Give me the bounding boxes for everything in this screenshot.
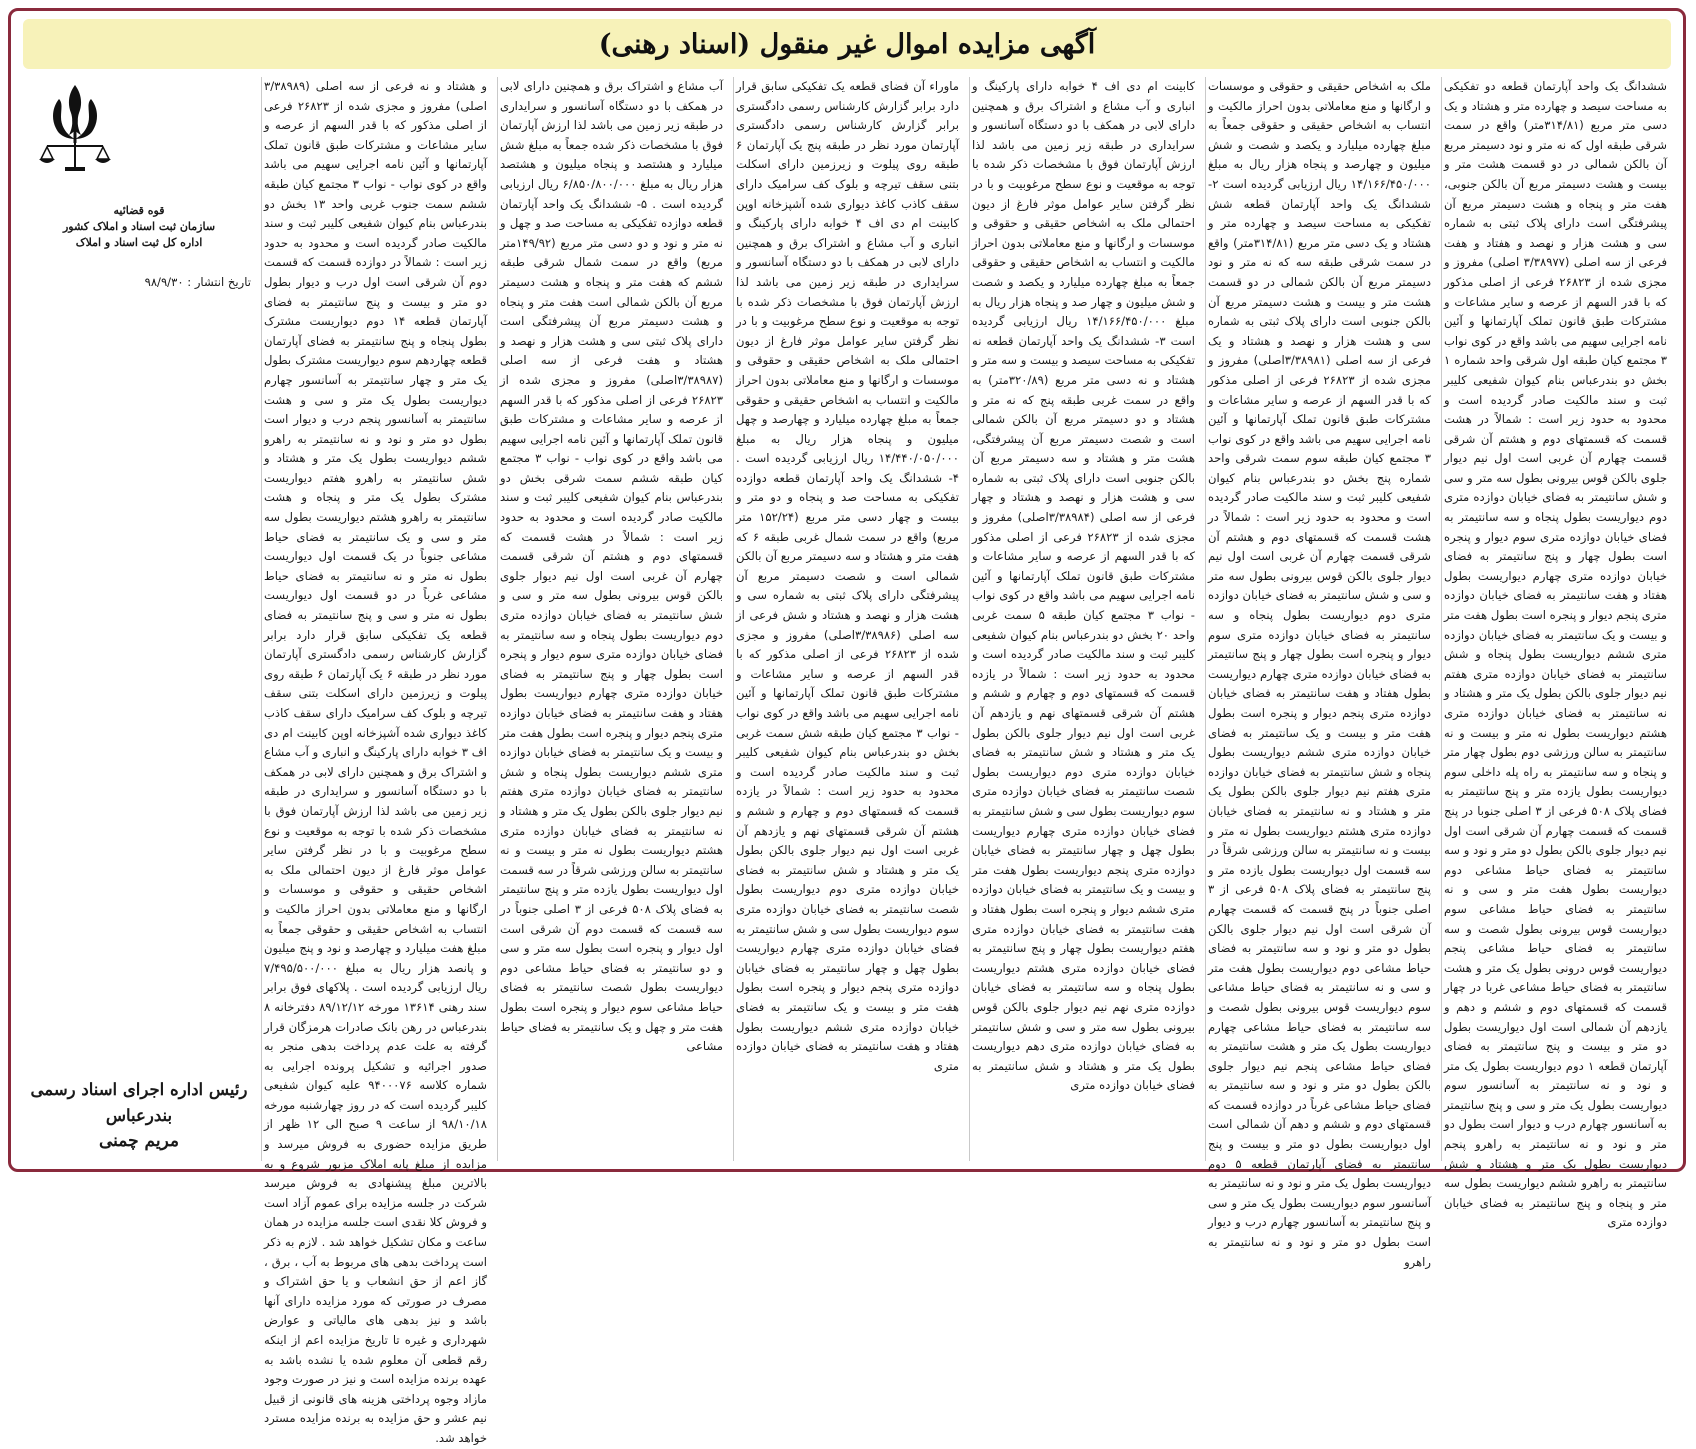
org-line-judiciary: قوه قضائیه	[113, 204, 165, 217]
column-4	[733, 77, 961, 1161]
column-text-closing: تاریخ انتشار : ۹۸/۹/۳۰	[144, 275, 251, 289]
column-text: و هشتاد و نه فرعی از سه اصلی (۳/۳۸۹۸۹ اصلی) مفروز و مجزی شده از ۲۶۸۲۳ فرعی از اصلی مذکور که با قدر السهم از عرصه و سایر مشاعات و مشترکات طبق قانون تملک آپارتمانها و آئین نامه اجرایی سهیم می باشد واقع در کوی نواب - نواب ۳ مجتمع کیان طبقه ششم سمت جنوب غربی واحد ۱۳ بخش دو بندرعباس بنام کیوان شفیعی کلیبر ثبت و سند مالکیت صادر گردیده است و محدود به حدود زیر است : شمالاً در دوازده قسمت که قسمت دوم آن شرقی است اول درب و دیوار بطول دو متر و بیست و پنج سانتیمتر به فضای آپارتمان قطعه ۱۴ دوم دیواریست مشترک بطول پنجاه و پنج سانتیمتر به فضای آپارتمان قطعه چهاردهم سوم دیواریست مشترک بطول یک متر و چهار سانتیمتر به آسانسور چهارم دیواریست بطول یک متر و سی و هشت سانتیمتر به آسانسور پنجم درب و دیوار است بطول دو متر و نود و نه سانتیمتر به راهرو ششم دیواریست بطول یک متر و هشتاد و شش سانتیمتر به راهرو هفتم دیواریست مشترک بطول یک متر و پنجاه و هشت سانتیمتر به راهرو هشتم دیواریست بطول سه متر و سی و یک سانتیمتر به فضای حیاط مشاعی جنوباً در یک قسمت اول دیواریست بطول نه متر و نه سانتیمتر به فضای حیاط مشاعی غرباً در دو قسمت اول دیواریست بطول نه متر و سی و پنج سانتیمتر به فضای قطعه یک تفکیکی سابق قرار دارد برابر گزارش کارشناس رسمی دادگستری آپارتمان مورد نظر در طبقه ۶ یک آپارتمان ۶ طبقه روی پیلوت و زیرزمین دارای اسکلت بتنی سقف تیرچه و بلوک کف سرامیک دارای سقف کاذب کاغذ دیواری شده آشپزخانه اوپن کابینت ام دی اف ۳ خوابه دارای پارکینگ و انباری و آب مشاع و اشتراک برق و همچنین دارای لابی در همکف با دو دستگاه آسانسور و سرایداری در طبقه زیر زمین می باشد لذا ارزش آپارتمان فوق با مشخصات ذکر شده با توجه به موقعیت و نوع سطح مرغوبیت و با در نظر گرفتن سایر عوامل موثر فارغ از دیون احتمالی ملک به اشخاص حقیقی و حقوقی و موسسات و ارگانها و منع معاملاتی بدون احراز مالکیت و انتساب به اشخاص حقیقی و حقوقی جمعاً به مبلغ هفت میلیارد و چهارصد و نود و پنج میلیون و پانصد هزار ریال به مبلغ ۷/۴۹۵/۵۰۰/۰۰۰ ریال ارزیابی گردیده است . پلاکهای فوق برابر سند رهنی ۱۳۶۱۴ مورخه ۸۹/۱۲/۱۲ دفترخانه ۸ بندرعباس در رهن بانک صادرات هرمزگان قرار گرفته به علت عدم پرداخت بدهی منجر به صدور اجرائیه و تشکیل پرونده اجرایی به شماره کلاسه ۹۴۰۰۰۷۶ علیه کیوان شفیعی کلیبر گردیده است که در روز چهارشنبه مورخه ۹۸/۱۰/۱۸ از ساعت ۹ صبح الی ۱۲ ظهر از طریق مزایده حضوری به فروش میرسد و مزایده از مبلغ پایه املاک مزبور شروع و به بالاترین مبلغ پیشنهادی به فروش میرسد شرکت در جلسه مزایده برای عموم آزاد است و فروش کلا نقدی است جلسه مزایده در همان ساعت و مکان تشکیل خواهد شد . لازم به ذکر است پرداخت بدهی های مربوط به آب ، برق ، گاز اعم از حق انشعاب و یا حق اشتراک و مصرف در صورتی که مورد مزایده دارای آنها باشد و نیز بدهی های مالیاتی و عوارض شهرداری و غیره تا تاریخ مزایده اعم از اینکه رقم قطعی آن معلوم شده یا نشده باشد به عهده برنده مزایده است و نیز در صورت وجود مازاد وجوه پرداختی هزینه های قانونی از قبیل نیم عشر و حق مزایده به برنده مزایده مسترد خواهد شد.	[264, 79, 488, 1445]
column-7-text-wrap	[27, 273, 251, 1091]
column-2	[1205, 77, 1433, 1269]
column-text: ماوراء آن فضای قطعه یک تفکیکی سابق قرار دارد برابر گزارش کارشناس رسمی دادگستری برابر گزارش کارشناس رسمی دادگستری آپارتمان مورد نظر در طبقه پنج یک آپارتمان ۶ طبقه روی پیلوت و زیرزمین دارای اسکلت بتنی سقف تیرچه و بلوک کف سرامیک دارای سقف کاذب کاغذ دیواری شده آشپزخانه اوپن کابینت ام دی اف ۴ خوابه دارای پارکینگ و انباری و آب مشاع و اشتراک برق و همچنین دارای لابی در همکف با دو دستگاه آسانسور و سرایداری در طبقه زیر زمین می باشد لذا ارزش آپارتمان فوق با مشخصات ذکر شده با توجه به موقعیت و نوع سطح مرغوبیت و با در نظر گرفتن سایر عوامل موثر فارغ از دیون احتمالی ملک به اشخاص حقیقی و حقوقی و موسسات و ارگانها و منع معاملاتی بدون احراز مالکیت و انتساب به اشخاص حقیقی و حقوقی جمعاً به مبلغ چهارده میلیارد و چهارصد و چهل میلیون و پنجاه هزار ریال به مبلغ ۱۴/۴۴۰/۰۵۰/۰۰۰ ریال ارزیابی گردیده است . ۴- ششدانگ یک واحد آپارتمان قطعه دوازده تفکیکی به مساحت صد و پنجاه و دو متر و بیست و چهار دسی متر مربع (۱۵۲/۲۴ متر مربع) واقع در سمت شمال غربی طبقه ۶ که هفت متر و هشتاد و سه دسیمتر مربع آن بالکن شمالی است و شصت دسیمتر مربع آن پیشرفتگی دارای پلاک ثبتی به شماره سی و هشت هزار و نهصد و هشتاد و شش فرعی از سه اصلی (۳/۳۸۹۸۶اصلی) مفروز و مجزی شده از ۲۶۸۲۳ فرعی از اصلی مذکور که با قدر السهم از عرصه و سایر مشاعات و مشترکات طبق قانون تملک آپارتمانها و آئین نامه اجرایی سهیم می باشد واقع در کوی نواب - نواب ۳ مجتمع کیان طبقه شش سمت غربی بخش دو بندرعباس بنام کیوان شفیعی کلیبر ثبت و سند مالکیت صادر گردیده است و محدود به حدود زیر است : شمالاً در یازده قسمت که قسمتهای دوم و چهارم و ششم و هشتم آن شرقی قسمتهای نهم و یازدهم آن غربی است اول نیم دیوار جلوی بالکن بطول یک متر و هشتاد و شش سانتیمتر به فضای خیابان دوازده متری دوم دیواریست بطول شصت سانتیمتر به فضای خیابان دوازده متری سوم دیواریست بطول سی و شش سانتیمتر به فضای خیابان دوازده متری چهارم دیواریست بطول چهل و چهار سانتیمتر به فضای خیابان دوازده متری پنجم دیوار و پنجره است بطول هفت متر و بیست و یک سانتیمتر به فضای خیابان دوازده متری ششم دیواریست بطول هفتاد و هفت سانتیمتر به فضای خیابان دوازده متری	[736, 79, 960, 1073]
column-5	[497, 77, 725, 1161]
signature-block	[25, 1077, 253, 1153]
column-1	[1441, 77, 1669, 1230]
column-6	[261, 77, 489, 1445]
organization-lines	[31, 203, 247, 251]
page-title: آگهی مزایده اموال غیر منقول (اسناد رهنی)	[598, 28, 1096, 60]
column-text: ششدانگ یک واحد آپارتمان قطعه دو تفکیکی به مساحت سیصد و چهارده متر و هشتاد و یک دسی متر مربع (۳۱۴/۸۱متر) واقع در سمت شرقی طبقه اول که نه متر و نود دسیمتر مربع آن بالکن شمالی در دو قسمت هشت متر و بیست و هشت دسیمتر مربع آن بالکن جنوبی، هفت متر و پنجاه و هشت دسیمتر مربع آن پیشرفتگی است دارای پلاک ثبتی به شماره سی و هشت هزار و نهصد و هفتاد و هفت فرعی از سه اصلی (۳/۳۸۹۷۷ اصلی) مفروز و مجزی شده از ۲۶۸۲۳ فرعی از اصلی مذکور که با قدر السهم از عرصه و سایر مشاعات و مشترکات طبق قانون تملک آپارتمانها و آئین نامه اجرایی سهیم می باشد واقع در کوی نواب ۳ مجتمع کیان طبقه اول شرقی واحد شماره ۱ بخش دو بندرعباس بنام کیوان شفیعی کلیبر ثبت و سند مالکیت صادر گردیده است و محدود به حدود زیر است : شمالاً در هشت قسمت که قسمتهای دوم و هشتم آن شرقی قسمت چهارم آن غربی است اول نیم دیوار جلوی بالکن قوس بیرونی بطول سه متر و سی و شش سانتیمتر به فضای خیابان دوازده متری دوم دیواریست بطول پنجاه و سه سانتیمتر به فضای خیابان دوازده متری سوم دیوار و پنجره است بطول چهار و پنج سانتیمتر به فضای خیابان دوازده متری چهارم دیواریست بطول هفتاد و هفت سانتیمتر به فضای خیابان دوازده متری پنجم دیوار و پنجره است بطول هفت متر و بیست و یک سانتیمتر به فضای خیابان دوازده متری ششم دیواریست بطول پنجاه و شش سانتیمتر به فضای خیابان دوازده متری هفتم نیم دیوار جلوی بالکن بطول یک متر و هشتاد و نه سانتیمتر به فضای خیابان دوازده متری هشتم دیواریست بطول نه متر و بیست و نه سانتیمتر به سالن ورزشی دوم بطول چهار متر و پنجاه و سه سانتیمتر به راه پله داخلی سوم دیواریست بطول یازده متر و پنج سانتیمتر به فضای پلاک ۵۰۸ فرعی از ۳ اصلی جنوبا در پنج قسمت که قسمت چهارم آن شرقی است اول نیم دیوار جلوی بالکن بطول دو متر و نود و سه سانتیمتر به فضای حیاط مشاعی دوم دیواریست بطول هفت متر و سی و نه سانتیمتر به فضای حیاط مشاعی سوم دیواریست قوس بیرونی بطول شصت و سه سانتیمتر به فضای حیاط مشاعی پنجم دیواریست قوس درونی بطول یک متر و هشت سانتیمتر به فضای حیاط مشاعی غربا در چهار قسمت که قسمتهای دوم و ششم و دهم و یازدهم آن شمالی است اول دیواریست بطول دو متر و بیست و پنج سانتیمتر به فضای آپارتمان قطعه ۱ دوم دیواریست بطول یک متر و نود و نه سانتیمتر به آسانسور سوم دیواریست بطول یک متر و سی و پنج سانتیمتر به آسانسور چهارم درب و دیوار است بطول دو متر و نود و نه سانتیمتر به راهرو پنجم دیواریست بطول یک متر و هشتاد و شش سانتیمتر به راهرو ششم دیواریست بطول سه متر و پنجاه و پنج سانتیمتر به فضای خیابان دوازده متری	[1443, 79, 1667, 1230]
title-banner	[23, 19, 1671, 69]
notice-page	[8, 8, 1686, 1445]
org-line-office: اداره کل ثبت اسناد و املاک	[75, 236, 203, 249]
column-7-emblem	[25, 77, 253, 1161]
signature-title: رئیس اداره اجرای اسناد رسمی بندرعباس	[30, 1080, 248, 1125]
emblem-block	[27, 77, 251, 273]
emblem-icon	[33, 79, 117, 175]
text-columns	[25, 77, 1669, 1445]
signature-name: مریم چمنی	[98, 1131, 180, 1151]
column-text: آب مشاع و اشتراک برق و همچنین دارای لابی در همکف با دو دستگاه آسانسور و سرایداری در طبقه زیر زمین می باشد لذا ارزش آپارتمان فوق با مشخصات ذکر شده جمعاً به مبلغ شش میلیارد و هشتصد و پنجاه میلیون و هشتصد هزار ریال به مبلغ ۶/۸۵۰/۸۰۰/۰۰۰ ریال ارزیابی گردیده است . ۵- ششدانگ یک واحد آپارتمان قطعه دوازده تفکیکی به مساحت صد و چهل و نه متر و نود و دو دسی متر مربع (۱۴۹/۹۲متر مربع) واقع در سمت شمال شرقی طبقه ششم که هفت متر و پنجاه و هشت دسیمتر مربع آن بالکن شمالی است هفت متر و پنجاه و هشت دسیمتر مربع آن پیشرفتگی است دارای پلاک ثبتی سی و هشت هزار و نهصد و هشتاد و هفت فرعی از سه اصلی (۳/۳۸۹۸۷اصلی) مفروز و مجزی شده از ۲۶۸۲۳ فرعی از اصلی مذکور که با قدر السهم از عرصه و سایر مشاعات و مشترکات طبق قانون تملک آپارتمانها و آئین نامه اجرایی سهیم می باشد واقع در کوی نواب - نواب ۳ مجتمع کیان طبقه ششم سمت شرقی بخش دو بندرعباس بنام کیوان شفیعی کلیبر ثبت و سند مالکیت صادر گردیده است و محدود به حدود زیر است : شمالاً در هشت قسمت که قسمتهای دوم و هشتم آن شرقی قسمت چهارم آن غربی است اول نیم دیوار جلوی بالکن قوس بیرونی بطول سه متر و سی و شش سانتیمتر به فضای خیابان دوازده متری دوم دیواریست بطول پنجاه و سه سانتیمتر به فضای خیابان دوازده متری سوم دیوار و پنجره است بطول چهار و پنج سانتیمتر به فضای خیابان دوازده متری چهارم دیواریست بطول هفتاد و هفت سانتیمتر به فضای خیابان دوازده متری پنجم دیوار و پنجره است بطول هفت متر و بیست و یک سانتیمتر به فضای خیابان دوازده متری ششم دیواریست بطول پنجاه و شش سانتیمتر به فضای خیابان دوازده متری هفتم نیم دیوار جلوی بالکن بطول یک متر و هشتاد و نه سانتیمتر به فضای خیابان دوازده متری هشتم دیواریست بطول نه متر و بیست و نه سانتیمتر به سالن ورزشی شرقاً در سه قسمت اول دیواریست بطول یازده متر و پنج سانتیمتر به فضای پلاک ۵۰۸ فرعی از ۳ اصلی جنوباً در سه قسمت که قسمت دوم آن شرقی است اول دیوار و پنجره است بطول سه متر و سی و دو سانتیمتر به فضای حیاط مشاعی دوم دیواریست بطول شصت سانتیمتر به فضای حیاط مشاعی سوم دیوار و پنجره است بطول هفت متر و چهل و یک سانتیمتر به فضای حیاط مشاعی	[499, 79, 724, 1054]
column-text: ملک به اشخاص حقیقی و حقوقی و موسسات و ارگانها و منع معاملاتی بدون احراز مالکیت و انتساب به اشخاص حقیقی و حقوقی جمعاً به مبلغ چهارده میلیارد و یکصد و شصت و شش میلیون و چهارصد و پنجاه هزار ریال به مبلغ ۱۴/۱۶۶/۴۵۰/۰۰۰ ریال ارزیابی گردیده است ۲- ششدانگ یک واحد آپارتمان قطعه شش تفکیکی به مساحت سیصد و چهارده متر و هشتاد و یک دسی متر مربع (۳۱۴/۸۱متر) واقع در سمت شرقی طبقه سه که نه متر و نود دسیمتر مربع آن بالکن شمالی در دو قسمت هشت متر و بیست و هشت دسیمتر مربع آن بالکن جنوبی است دارای پلاک ثبتی به شماره سی و هشت هزار و نهصد و هشتاد و یک فرعی از سه اصلی (۳/۳۸۹۸۱اصلی) مفروز و مجزی شده از ۲۶۸۲۳ فرعی از اصلی مذکور که با قدر السهم از عرصه و سایر مشاعات و مشترکات طبق قانون تملک آپارتمانها و آئین نامه اجرایی سهیم می باشد واقع در کوی نواب ۳ مجتمع کیان طبقه سوم سمت شرقی واحد شماره پنج بخش دو بندرعباس بنام کیوان شفیعی کلیبر ثبت و سند مالکیت صادر گردیده است و محدود به حدود زیر است : شمالاً در هشت قسمت که قسمتهای دوم و هشتم آن شرقی قسمت چهارم آن غربی است اول نیم دیوار جلوی بالکن قوس بیرونی بطول سه متر و سی و شش سانتیمتر به فضای خیابان دوازده متری دوم دیواریست بطول پنجاه و سه سانتیمتر به فضای خیابان دوازده متری سوم دیوار و پنجره است بطول چهار و پنج سانتیمتر به فضای خیابان دوازده متری چهارم دیواریست بطول هفتاد و هفت سانتیمتر به فضای خیابان دوازده متری پنجم دیوار و پنجره است بطول هفت متر و بیست و یک سانتیمتر به فضای خیابان دوازده متری ششم دیواریست بطول پنجاه و شش سانتیمتر به فضای خیابان دوازده متری هفتم نیم دیوار جلوی بالکن بطول یک متر و هشتاد و نه سانتیمتر به فضای خیابان دوازده متری هشتم دیواریست بطول نه متر و بیست و نه سانتیمتر به سالن ورزشی شرقاً در سه قسمت اول دیواریست بطول یازده متر و پنج سانتیمتر به فضای پلاک ۵۰۸ فرعی از ۳ اصلی جنوباً در پنج قسمت که قسمت چهارم آن شرقی است اول نیم دیوار جلوی بالکن بطول دو متر و نود و سه سانتیمتر به فضای حیاط مشاعی دوم دیواریست بطول هفت متر و سی و نه سانتیمتر به فضای حیاط مشاعی سوم دیواریست قوس بیرونی بطول شصت و سه سانتیمتر به فضای حیاط مشاعی چهارم دیواریست بطول یک متر و هشت سانتیمتر به فضای حیاط مشاعی پنجم نیم دیوار جلوی بالکن بطول دو متر و نود و سه سانتیمتر به فضای حیاط مشاعی غرباً در دوازده قسمت که قسمتهای دوم و ششم و دهم آن شمالی است اول دیواریست بطول دو متر و بیست و پنج سانتیمتر به فضای آپارتمان قطعه ۵ دوم دیواریست بطول یک متر و نود و نه سانتیمتر به آسانسور سوم دیواریست بطول یک متر و سی و پنج سانتیمتر به آسانسور چهارم درب و دیوار است بطول دو متر و نود و نه سانتیمتر به راهرو	[1208, 79, 1431, 1269]
column-text: کابینت ام دی اف ۴ خوابه دارای پارکینگ و انباری و آب مشاع و اشتراک برق و همچنین دارای لابی در همکف با دو دستگاه آسانسور و سرایداری در طبقه زیر زمین می باشد لذا ارزش آپارتمان فوق با مشخصات ذکر شده با توجه به موقعیت و نوع سطح مرغوبیت و با در نظر گرفتن سایر عوامل موثر فارغ از دیون احتمالی ملک به اشخاص حقیقی و حقوقی و موسسات و ارگانها و منع معاملاتی بدون احراز مالکیت و انتساب به اشخاص حقیقی و حقوقی جمعاً به مبلغ چهارده میلیارد و یکصد و شصت و شش میلیون و چهار صد و پنجاه هزار ریال به مبلغ ۱۴/۱۶۶/۴۵۰/۰۰۰ ریال ارزیابی گردیده است ۳- ششدانگ یک واحد آپارتمان قطعه نه تفکیکی به مساحت سیصد و بیست و سه متر و هشتاد و نه دسی متر مربع (۳۲۰/۸۹متر) به واقع در سمت غربی طبقه پنج که نه متر و هشتاد و دو دسیمتر مربع آن بالکن شمالی است و شصت دسیمتر مربع آن پیشرفتگی، هشت متر و هشتاد و سه دسیمتر مربع آن بالکن جنوبی است دارای پلاک ثبتی به شماره سی و هشت هزار و نهصد و هشتاد و چهار فرعی از سه اصلی (۳/۳۸۹۸۴اصلی) مفروز و مجزی شده از ۲۶۸۲۳ فرعی از اصلی مذکور که با قدر السهم از عرصه و سایر مشاعات و مشترکات طبق قانون تملک آپارتمانها و آئین نامه اجرایی سهیم می باشد واقع در کوی نواب - نواب ۳ مجتمع کیان طبقه ۵ سمت غربی واحد ۲۰ بخش دو بندرعباس بنام کیوان شفیعی کلیبر ثبت و سند مالکیت صادر گردیده است و محدود به حدود زیر است : شمالاً در یازده قسمت که قسمتهای دوم و چهارم و ششم و هشتم آن شرقی قسمتهای نهم و یازدهم آن غربی است اول نیم دیوار جلوی بالکن بطول یک متر و هشتاد و شش سانتیمتر به فضای خیابان دوازده متری دوم دیواریست بطول شصت سانتیمتر به فضای خیابان دوازده متری سوم دیواریست بطول سی و شش سانتیمتر به فضای خیابان دوازده متری چهارم دیواریست بطول چهل و چهار سانتیمتر به فضای خیابان دوازده متری پنجم دیواریست بطول هفت متر و بیست و یک سانتیمتر به فضای خیابان دوازده متری ششم دیوار و پنجره است بطول هفتاد و هفت سانتیمتر به فضای خیابان دوازده متری هفتم دیواریست بطول چهار و پنج سانتیمتر به فضای خیابان دوازده متری هشتم دیواریست بطول پنجاه و سه سانتیمتر به فضای خیابان دوازده متری نهم نیم دیوار جلوی بالکن قوس بیرونی بطول سه متر و سی و شش سانتیمتر به فضای خیابان دوازده متری دهم دیواریست بطول یک متر و هشتاد و شش سانتیمتر به فضای خیابان دوازده متری	[972, 79, 1196, 1093]
column-3	[969, 77, 1197, 1161]
org-line-registry: سازمان ثبت اسناد و املاک کشور	[62, 220, 216, 233]
